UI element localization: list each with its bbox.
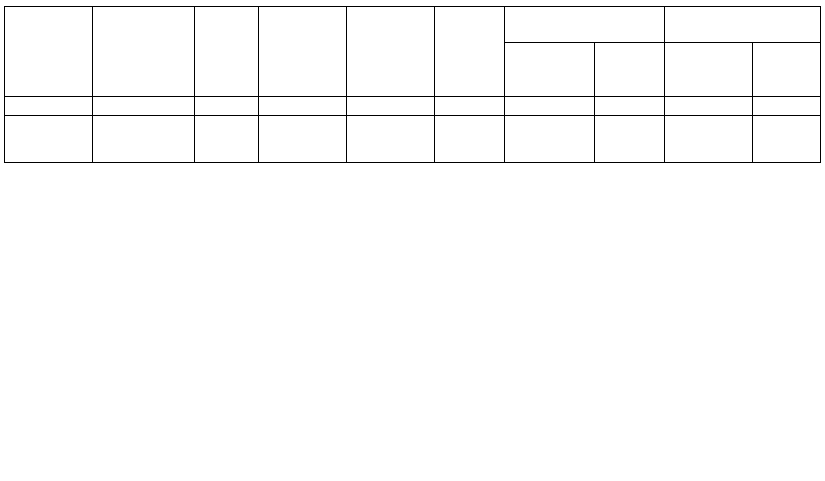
pbt-spleen-cell (347, 97, 435, 116)
objective-cell (195, 97, 259, 116)
p-value-1-cell (595, 97, 665, 116)
pbt-non-spleen-cell (259, 97, 347, 116)
pct-diff-1-cell (505, 116, 595, 163)
subheader-p-value-1 (595, 43, 665, 97)
pbt-non-spleen-cell (259, 116, 347, 163)
pct-diff-2-cell (665, 97, 753, 116)
header-compare-vmat (665, 7, 821, 43)
subheader-pct-diff-2 (665, 43, 753, 97)
header-roi (5, 7, 93, 97)
pct-diff-2-cell (665, 116, 753, 163)
header-pbt-non-spleen (259, 7, 347, 97)
header-compare-pbt (505, 7, 665, 43)
dvh-comparison-table (4, 6, 821, 163)
p-value-2-cell (753, 97, 821, 116)
table-body (5, 97, 821, 163)
p-value-2-cell (753, 116, 821, 163)
vmat-cell (435, 116, 505, 163)
table-row (5, 97, 821, 116)
vmat-cell (435, 97, 505, 116)
objective-cell (195, 116, 259, 163)
pbt-spleen-cell (347, 116, 435, 163)
table-row (5, 116, 821, 163)
pct-diff-1-cell (505, 97, 595, 116)
p-value-1-cell (595, 116, 665, 163)
roi-cell (5, 116, 93, 163)
parameter-cell (93, 116, 195, 163)
header-row (5, 7, 821, 43)
header-pbt-spleen (347, 7, 435, 97)
roi-cell (5, 97, 93, 116)
header-vmat (435, 7, 505, 97)
subheader-pct-diff-1 (505, 43, 595, 97)
header-dvh-parameter (93, 7, 195, 97)
parameter-cell (93, 97, 195, 116)
subheader-p-value-2 (753, 43, 821, 97)
header-objective (195, 7, 259, 97)
